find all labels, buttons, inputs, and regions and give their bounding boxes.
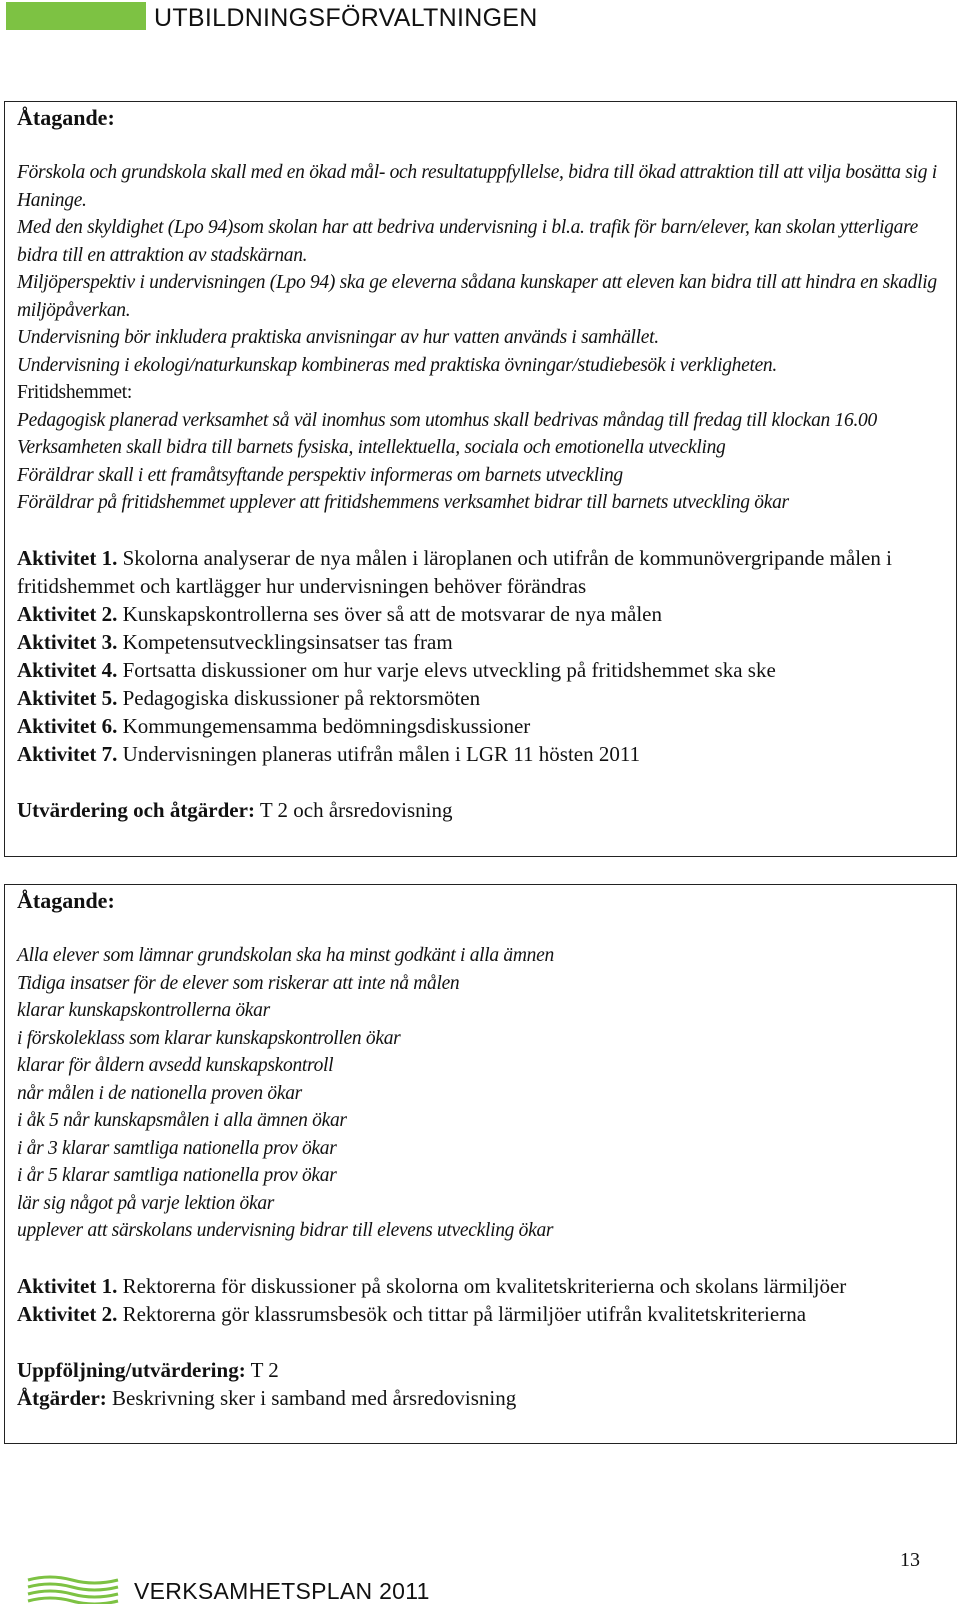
section2-commitment: i år 3 klarar samtliga nationella prov ökar — [17, 1137, 337, 1159]
section2-activity — [17, 1300, 944, 1328]
section1-commitment: Verksamheten skall bidra till barnets fysiska, intellektuella, sociala och emotionella utveckling — [17, 437, 726, 458]
activity-label: Aktivitet 2. — [17, 601, 118, 626]
section2-commitment: Alla elever som lämnar grundskolan ska ha minst godkänt i alla ämnen — [17, 945, 554, 966]
activity-text: Rektorerna för diskussioner på skolorna om kvalitetskriterierna och skolans lärmiljöer — [117, 1273, 847, 1298]
activity-label: Aktivitet 1. — [17, 1273, 118, 1298]
commitment-box-1 — [4, 101, 957, 857]
measures-text: Beskrivning sker i samband med årsredovisning — [106, 1385, 517, 1410]
section1-leisure-heading: Fritidshemmet: — [17, 382, 132, 403]
page-number: 13 — [900, 1549, 920, 1571]
activity-text: Skolorna analyserar de nya målen i läroplanen och utifrån de kommunövergripande målen i fritidshemmet och kartlägger hur undervisningen behöver förändras — [17, 545, 892, 598]
section1-commitment: Pedagogisk planerad verksamhet så väl inomhus som utomhus skall bedrivas måndag till fredag till klockan 16.00 — [17, 409, 877, 431]
section2-followup — [17, 1356, 944, 1384]
activity-label: Aktivitet 2. — [17, 1301, 118, 1326]
section2-commitment: når målen i de nationella proven ökar — [17, 1082, 302, 1104]
section1-commitment: Miljöperspektiv i undervisningen (Lpo 94) ska ge eleverna sådana kunskaper att eleven kan bidra till att hindra en skadlig miljöpåverkan. — [17, 272, 937, 321]
header-title: UTBILDNINGSFÖRVALTNINGEN — [154, 4, 538, 32]
section1-activity — [17, 628, 944, 656]
section2-commitment: Tidiga insatser för de elever som riskerar att inte nå målen — [17, 972, 460, 994]
section2-commitment: klarar för åldern avsedd kunskapskontroll — [17, 1055, 334, 1076]
activity-label: Aktivitet 5. — [17, 685, 118, 710]
section1-commitment: Föräldrar på fritidshemmet upplever att fritidshemmens verksamhet bidrar till barnets utveckling ökar — [17, 492, 789, 513]
section1-activity — [17, 712, 944, 740]
measures-label: Åtgärder: — [17, 1385, 107, 1410]
header-accent-bar — [6, 2, 146, 30]
footer-title: VERKSAMHETSPLAN 2011 — [134, 1578, 430, 1604]
activity-text: Kompetensutvecklingsinsatser tas fram — [117, 629, 453, 654]
activity-label: Aktivitet 1. — [17, 545, 118, 570]
section1-activity — [17, 544, 944, 600]
section1-commitment: Föräldrar skall i ett framåtsyftande perspektiv informeras om barnets utveckling — [17, 464, 623, 486]
activity-text: Kommungemensamma bedömningsdiskussioner — [117, 713, 531, 738]
section1-activity — [17, 656, 944, 684]
section1-commitment: Undervisning bör inkludera praktiska anvisningar av hur vatten används i samhället. — [17, 327, 659, 348]
section1-evaluation — [17, 796, 944, 824]
activity-label: Aktivitet 7. — [17, 741, 118, 766]
followup-text: T 2 — [245, 1357, 279, 1382]
section2-commitment: i åk 5 når kunskapsmålen i alla ämnen ökar — [17, 1110, 347, 1131]
section1-commitment: Förskola och grundskola skall med en ökad mål- och resultatuppfyllelse, bidra till ökad attraktion till att vilja bosätta sig i Haninge. — [17, 162, 937, 211]
evaluation-text: T 2 och årsredovisning — [254, 797, 453, 822]
activity-label: Aktivitet 6. — [17, 713, 118, 738]
wave-logo-icon — [26, 1574, 121, 1604]
section1-activity — [17, 684, 944, 712]
section1-commitment: Undervisning i ekologi/naturkunskap kombineras med praktiska övningar/studiebesök i verkligheten. — [17, 354, 777, 376]
section1-heading: Åtagande: — [17, 105, 115, 130]
section2-commitment: upplever att särskolans undervisning bidrar till elevens utveckling ökar — [17, 1220, 554, 1241]
section2-commitment: i förskoleklass som klarar kunskapskontrollen ökar — [17, 1027, 401, 1049]
section2-commitment: klarar kunskapskontrollerna ökar — [17, 1000, 270, 1021]
activity-label: Aktivitet 3. — [17, 629, 118, 654]
commitment-box-2 — [4, 884, 957, 1444]
section2-commitment: i år 5 klarar samtliga nationella prov ökar — [17, 1165, 337, 1186]
section2-heading: Åtagande: — [17, 888, 115, 913]
section1-activity — [17, 740, 944, 768]
activity-text: Pedagogiska diskussioner på rektorsmöten — [117, 685, 481, 710]
activity-text: Undervisningen planeras utifrån målen i LGR 11 hösten 2011 — [117, 741, 641, 766]
section1-commitment: Med den skyldighet (Lpo 94)som skolan har att bedriva undervisning i bl.a. trafik för barn/elever, kan skolan ytterligare bidra till en attraktion av stadskärnan. — [17, 217, 919, 266]
section2-commitment: lär sig något på varje lektion ökar — [17, 1192, 275, 1214]
activity-text: Rektorerna gör klassrumsbesök och tittar på lärmiljöer utifrån kvalitetskriterierna — [117, 1301, 807, 1326]
activity-text: Kunskapskontrollerna ses över så att de motsvarar de nya målen — [117, 601, 662, 626]
activity-text: Fortsatta diskussioner om hur varje elevs utveckling på fritidshemmet ska ske — [117, 657, 776, 682]
section2-measures — [17, 1384, 944, 1412]
section1-activity — [17, 600, 944, 628]
followup-label: Uppföljning/utvärdering: — [17, 1357, 246, 1382]
section2-activity — [17, 1272, 944, 1300]
activity-label: Aktivitet 4. — [17, 657, 118, 682]
evaluation-label: Utvärdering och åtgärder: — [17, 797, 255, 822]
